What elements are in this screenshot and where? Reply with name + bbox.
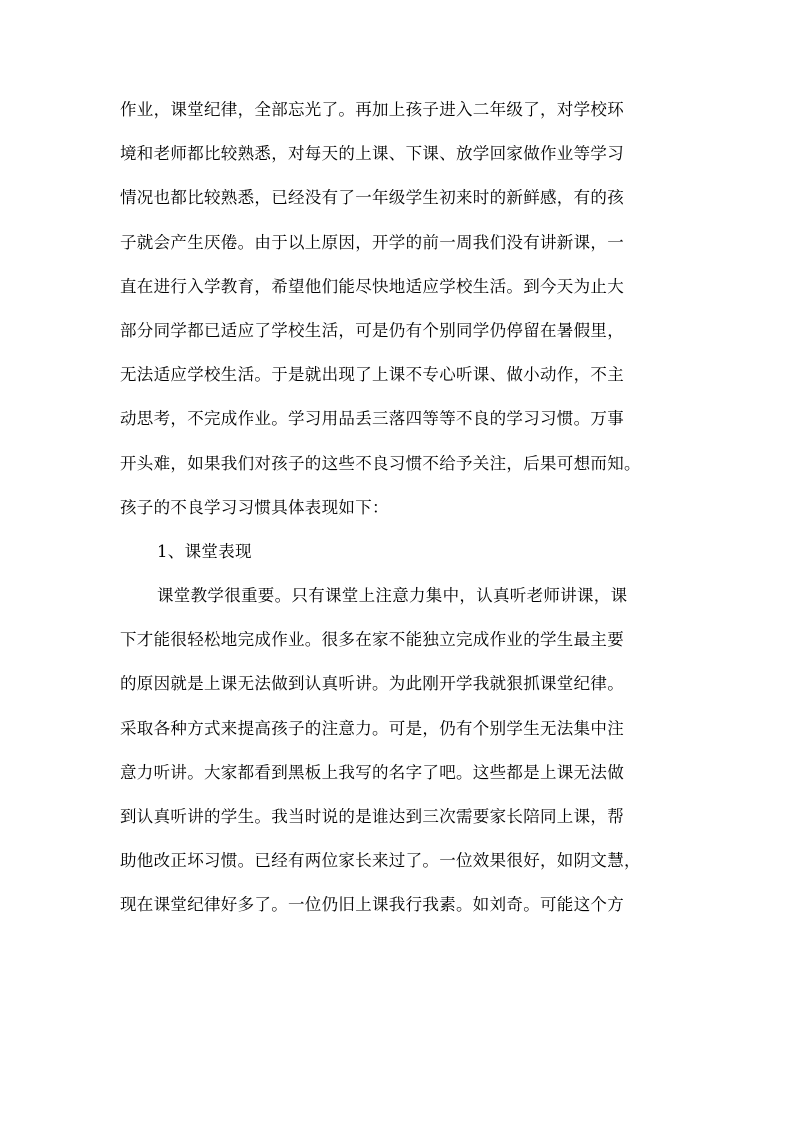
text-line: 下才能很轻松地完成作业。很多在家不能独立完成作业的学生最主要 (120, 630, 624, 650)
text-line: 的原因就是上课无法做到认真听讲。为此刚开学我就狠抓课堂纪律。 (120, 674, 624, 694)
text-line: 现在课堂纪律好多了。一位仍旧上课我行我素。如刘奇。可能这个方 (120, 895, 624, 915)
text-line: 无法适应学校生活。于是就出现了上课不专心听课、做小动作，不主 (120, 365, 624, 385)
text-line: 到认真听讲的学生。我当时说的是谁达到三次需要家长陪同上课，帮 (120, 807, 624, 826)
text-line: 意力听讲。大家都看到黑板上我写的名字了吧。这些都是上课无法做 (120, 762, 624, 782)
text-line: 开头难，如果我们对孩子的这些不良习惯不给予关注，后果可想而知。 (120, 453, 641, 473)
text-line: 境和老师都比较熟悉，对每天的上课、下课、放学回家做作业等学习 (120, 144, 624, 164)
text-line: 作业，课堂纪律，全部忘光了。再加上孩子进入二年级了，对学校环 (120, 100, 624, 119)
paragraph-start-line: 课堂教学很重要。只有课堂上注意力集中，认真听老师讲课，课 (157, 586, 628, 606)
text-line: 助他改正坏习惯。已经有两位家长来过了。一位效果很好，如阴文慧， (120, 851, 641, 871)
body-text (120, 88, 680, 928)
text-line: 部分同学都已适应了学校生活，可是仍有个别同学仍停留在暑假里， (120, 320, 624, 340)
text-line: 孩子的不良学习习惯具体表现如下： (120, 497, 389, 517)
text-line: 动思考，不完成作业。学习用品丢三落四等等不良的学习习惯。万事 (120, 409, 624, 429)
text-line: 子就会产生厌倦。由于以上原因，开学的前一周我们没有讲新课，一 (120, 232, 624, 252)
text-line: 直在进行入学教育，希望他们能尽快地适应学校生活。到今天为止大 (120, 276, 624, 296)
text-line: 采取各种方式来提高孩子的注意力。可是，仍有个别学生无法集中注 (120, 718, 624, 738)
text-line: 情况也都比较熟悉，已经没有了一年级学生初来时的新鲜感，有的孩 (120, 188, 624, 208)
section-heading: 1、课堂表现 (157, 541, 252, 561)
